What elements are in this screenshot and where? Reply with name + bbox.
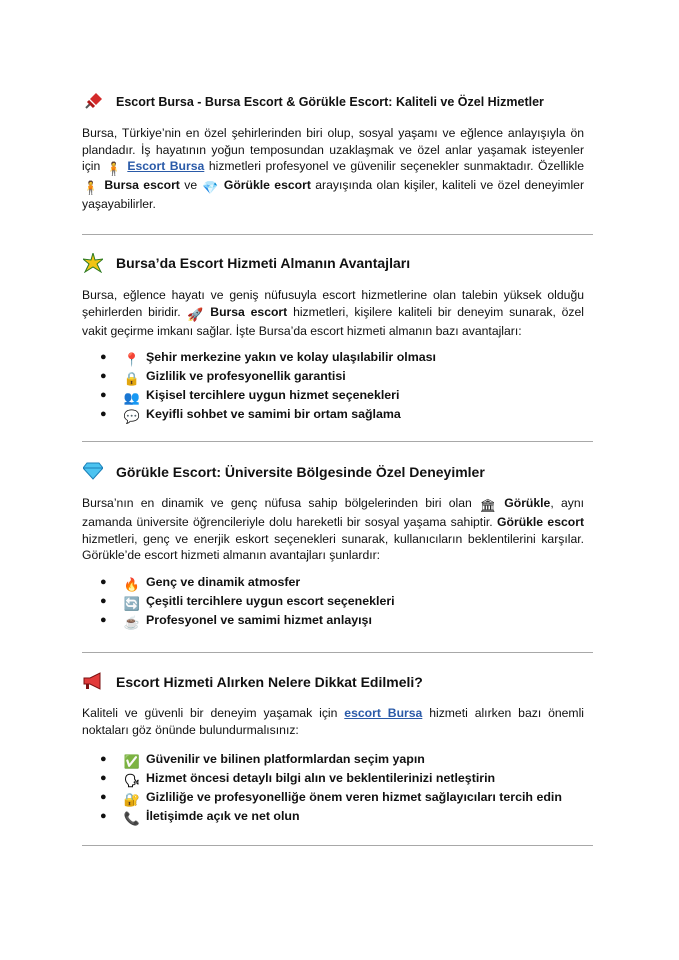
- megaphone-icon: [82, 672, 104, 692]
- refresh-icon: 🔄: [123, 596, 141, 611]
- phone-icon: 📞: [123, 811, 141, 826]
- section3-heading: [82, 462, 485, 482]
- section4-text-1: Kaliteli ve güvenli bir deneyim yaşamak için: [82, 706, 338, 720]
- section1-text-4: arayışında olan kişiler, kaliteli ve özel deneyimler yaşayabilirler.: [82, 178, 584, 212]
- section2-paragraph: [82, 287, 584, 339]
- fire-icon: 🔥: [123, 577, 141, 592]
- section3-paragraph: [82, 495, 584, 564]
- section3-text-2: , aynı zamanda üniversite öğrencileriyle dolu hareketli bir sosyal yaşama sahiptir.: [82, 496, 584, 529]
- section3-bold-2: Görükle escort: [497, 515, 585, 529]
- lock-icon: 🔒: [123, 371, 141, 386]
- lock-icon: 🔐: [123, 792, 141, 807]
- divider: [82, 441, 593, 442]
- divider: [82, 845, 593, 846]
- sparkle-icon: [82, 253, 104, 273]
- section4-list: [100, 751, 570, 827]
- people-icon: 👥: [123, 390, 141, 405]
- building-icon: 🏛: [479, 498, 497, 513]
- section4-paragraph: [82, 705, 584, 738]
- section1-heading: [82, 92, 544, 112]
- escort-bursa-link[interactable]: Escort Bursa: [127, 159, 205, 174]
- section1-bold-2: Görükle escort: [223, 178, 311, 193]
- section2-list: [100, 349, 570, 425]
- section2-text-2: hizmetleri, kişilere kaliteli bir deneyim sunarak, özel vakit geçirme imkanı sağlar. İşte Bursa’da escort hizmeti almanın bazı avantajları:: [82, 304, 585, 338]
- list-item: ● 🔄 Çeşitli tercihlere uygun escort seçenekleri: [100, 594, 395, 611]
- section1-paragraph: [82, 125, 584, 213]
- speech-bubble-icon: 💬: [123, 409, 141, 424]
- section2-text-1: Bursa, eğlence hayatı ve geniş nüfusuyla escort hizmetlerine olan talebin yüksek olduğu şehirlerden biridir.: [82, 288, 584, 319]
- pushpin-icon: [82, 92, 104, 112]
- section4-heading: [82, 672, 423, 692]
- list-item: ● 🔒 Gizlilik ve profesyonellik garantisi: [100, 369, 346, 386]
- list-item: ● 📞 İletişimde açık ve net olun: [100, 809, 300, 826]
- pin-icon: 📍: [123, 352, 141, 367]
- check-icon: ✅: [123, 754, 141, 769]
- section4-text-2: hizmeti alırken bazı önemli noktaları göz önünde bulundurmalısınız:: [82, 706, 584, 737]
- rocket-icon: 🚀: [187, 306, 204, 322]
- section1-title: Escort Bursa - Bursa Escort & Görükle Escort: Kaliteli ve Özel Hizmetler: [116, 95, 544, 109]
- section3-bold-1: Görükle: [504, 496, 551, 510]
- list-item: ● ☕ Profesyonel ve samimi hizmet anlayışı: [100, 613, 372, 630]
- person-icon: 🧍: [82, 180, 100, 196]
- person-icon: 🧍: [105, 161, 122, 177]
- escort-bursa-link-2[interactable]: escort Bursa: [344, 706, 423, 720]
- list-item: ● 👥 Kişisel tercihlere uygun hizmet seçenekleri: [100, 388, 400, 405]
- list-item: ● 🔐 Gizliliğe ve profesyonelliğe önem veren hizmet sağlayıcıları tercih edin: [100, 790, 562, 807]
- section3-text-3: hizmetleri, genç ve enerjik eskort seçenekleri sunarak, kullanıcıların beklentilerini karşılar. Görükle’de escort hizmeti almanın avantajları şunlardır:: [82, 531, 584, 563]
- section1-text-1: Bursa, Türkiye’nin en özel şehirlerinden biri olup, sosyal yaşamı ve eğlence anlayışıyla ön plandadır. İş hayatının yoğun temposundan uzaklaşmak ve özel anlar yaşamak isteyenler için: [82, 126, 584, 174]
- divider: [82, 652, 593, 653]
- diamond-icon: 💎: [202, 180, 219, 196]
- section3-text-1: Bursa’nın en dinamik ve genç nüfusa sahip bölgelerinden biri olan: [82, 496, 472, 510]
- section1-bold-1: Bursa escort: [104, 178, 180, 193]
- section2-title: Bursa’da Escort Hizmeti Almanın Avantajları: [116, 255, 411, 271]
- list-item: ● ✅ Güvenilir ve bilinen platformlardan seçim yapın: [100, 752, 425, 769]
- section3-title: Görükle Escort: Üniversite Bölgesinde Özel Deneyimler: [116, 464, 485, 480]
- section1-text-3: ve: [184, 178, 198, 193]
- list-item: ● 🔥 Genç ve dinamik atmosfer: [100, 575, 301, 592]
- list-item: ● 🗣 Hizmet öncesi detaylı bilgi alın ve beklentilerinizi netleştirin: [100, 771, 496, 788]
- list-item: ● 📍 Şehir merkezine yakın ve kolay ulaşılabilir olması: [100, 350, 436, 367]
- diamond-icon: [82, 462, 104, 482]
- list-item: ● 💬 Keyifli sohbet ve samimi bir ortam sağlama: [100, 407, 401, 424]
- section4-title: Escort Hizmeti Alırken Nelere Dikkat Edilmeli?: [116, 674, 423, 690]
- section2-bold-1: Bursa escort: [210, 304, 288, 319]
- section2-heading: [82, 253, 410, 273]
- divider: [82, 234, 593, 235]
- speaking-head-icon: 🗣: [123, 773, 141, 788]
- section1-text-2: hizmetleri profesyonel ve güvenilir seçenekler sunmaktadır. Özellikle: [208, 159, 585, 174]
- cup-icon: ☕: [123, 615, 141, 630]
- section3-list: [100, 574, 570, 631]
